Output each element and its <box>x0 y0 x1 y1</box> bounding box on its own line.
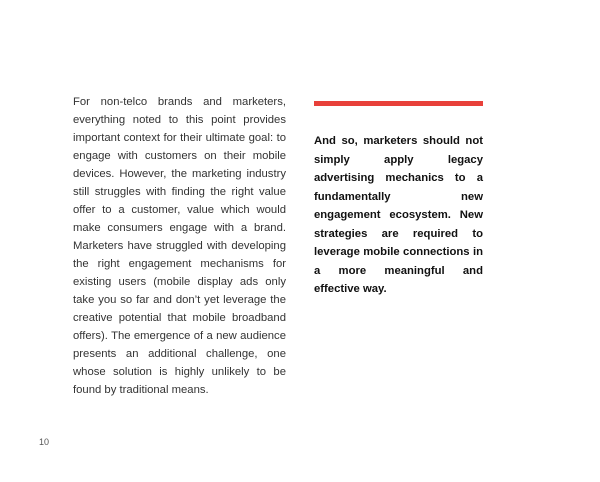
accent-divider-bar <box>314 101 483 106</box>
body-paragraph: For non-telco brands and marketers, everything noted to this point provides important context for their ultimate goal: to engage with customers on their mobile devices. However, the marketing industry still struggles with finding the right value offer to a customer, value which would make consumers engage with a brand. Marketers have struggled with developing the right engagement mechanisms for existing users (mobile display ads only take you so far and don’t yet leverage the creative potential that mobile broadband offers). The emergence of a new audience presents an additional challenge, one whose solution is highly unlikely to be found by traditional means. <box>73 96 286 396</box>
pull-quote: And so, marketers should not simply apply legacy advertising mechanics to a fundamentally new engagement ecosystem. New strategies are required to leverage mobile connections in a more meaningful and effective way. <box>314 135 483 295</box>
page-number: 10 <box>39 437 50 447</box>
